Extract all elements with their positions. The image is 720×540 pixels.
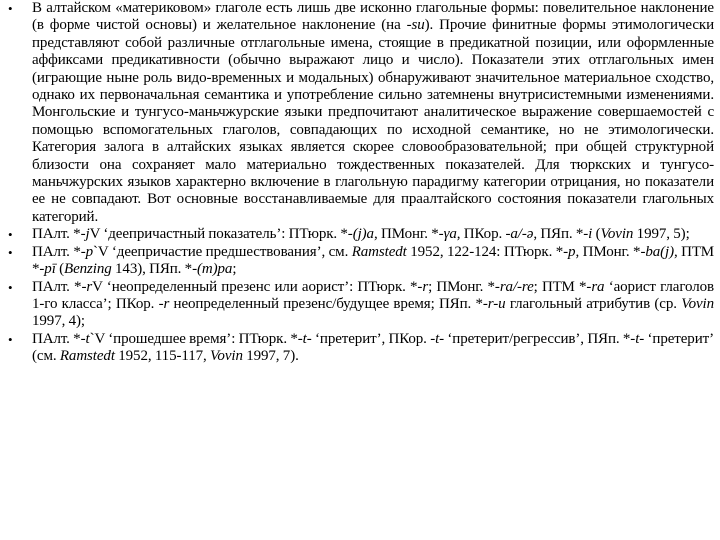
italic-run: t [85,330,90,347]
text-run: ‘претерит/регрессив’, ПЯп. * [444,330,631,347]
bullet-list [8,0,714,366]
text-run: , ПМонг. *- [373,226,444,243]
bullet-item [8,331,714,366]
text-run: , ПЯп. * [533,226,584,243]
text-run: ‘претерит’, ПКор. [311,330,431,347]
text-run: , ПТМ * [32,243,714,278]
text-run: В алтайском «материковом» глаголе есть лишь две исконно глагольные формы: повелительное наклонение (в форме чистой основы) и желательное наклонение (на [32,0,714,34]
bullet-marker: • [8,244,13,260]
bullet-text [32,279,714,330]
italic-run: -a/-ə [505,226,534,243]
italic-run: Ramstedt [351,243,407,260]
text-run: 1997, 7). [242,348,299,365]
text-run: 1997, 4); [32,313,85,330]
text-run: ПАлт. *- [32,226,86,243]
bullet-item [8,244,714,279]
italic-run: p [85,243,94,260]
italic-run: -t- [630,330,645,347]
italic-run: -t- [297,330,312,347]
bullet-text [32,0,714,225]
italic-run: r [86,278,93,295]
text-run: ПАлт. *- [32,278,87,295]
text-run: , ПМонг. * [575,243,641,260]
text-content [8,0,714,366]
italic-run: -r-u [482,295,506,312]
text-run: V ‘деепричастный показатель’: ПТюрк. *- [89,226,353,243]
italic-run: -t- [430,330,445,347]
text-run: ПАлт. *- [32,243,86,260]
text-run: неопределенный презенс/будущее время; ПЯп. * [169,295,483,312]
bullet-text [32,331,714,364]
italic-run: -i [583,226,593,243]
bullet-marker: • [8,227,13,243]
italic-run: j [85,226,90,243]
bullet-marker: • [8,1,13,16]
italic-run: Ramstedt [59,348,115,365]
text-run: `V ‘прошедшее время’: ПТюрк. * [89,330,298,347]
text-run: ( [592,226,601,243]
italic-run: -pī [39,261,56,278]
italic-run: Vovin [600,226,634,243]
italic-run: γa [443,226,457,243]
italic-run: p [568,243,576,260]
bullet-marker: • [8,331,13,347]
italic-run: -(m)pa [192,261,233,278]
italic-run: -r [417,278,429,295]
bullet-text [32,226,690,242]
text-run: V ‘неопределенный презенс или аорист’: ПТюрк. * [92,278,418,295]
italic-run: (j)a [352,226,374,243]
bullet-item [8,0,714,226]
italic-run: -ra [586,278,605,295]
text-run: ( [55,261,65,278]
italic-run: -r [158,295,170,312]
text-run: ). Прочие финитные формы этимологически представляют собой различные отглагольные имена, стоящие в предикатной позиции, или оформленные аффиксами предикативности (обычно выражают лицо и число). Показатели этих отглагольных имен (играющие ныне роль видо-временных и модальных) обнаруживают значительное материальное сходство, однако их первоначальная семантика и употребление сильно затемнены внутрисистемными изменениями. Монгольские и тунгусо-маньчжурские языки предпочитают аналитическое выражение совершаемостей с помощью вспомогательных глаголов, совпадающих по исходной семантике, но не этимологически. Категория залога в алтайских языках является скорее словообразовательной; при общей структурной близости она сохраняет мало материально тождественных показателей. Для тюркских и тунгусо-маньчжурских языков характерно включение в глагольную парадигму категории отрицания, но показатели ее не совпадают. Вот основные восстанавливаемые для праалтайского состояния показатели глагольных категорий. [32,17,714,225]
text-run: 1952, 122-124: ПТюрк. *- [406,243,569,260]
bullet-item [8,279,714,331]
text-run: глагольный атрибутив (ср. [505,295,682,312]
italic-run: -ba(j) [640,243,674,260]
italic-run: -su [406,17,425,34]
italic-run: Vovin [681,295,715,312]
text-run: ‘аорист глаголов 1-го класса’; ПКор. [32,278,714,312]
text-run: ; ПТМ * [533,278,587,295]
italic-run: -ra/-re [494,278,534,295]
text-run: 1952, 115-117, [114,348,211,365]
text-run: ПАлт. *- [32,330,86,347]
bullet-text [32,244,714,277]
text-run: 143), ПЯп. * [111,261,193,278]
bullet-item [8,226,714,243]
text-run: ; ПМонг. * [428,278,495,295]
text-run: `V ‘деепричастие предшествования’, см. [93,243,352,260]
text-run: 1997, 5); [633,226,690,243]
italic-run: Vovin [210,348,243,365]
italic-run: Benzing [64,261,112,278]
text-run: ‘претерит’ (см. [32,330,714,365]
text-run: ; [232,261,237,278]
bullet-marker: • [8,279,13,295]
text-run: , ПКор. [456,226,506,243]
